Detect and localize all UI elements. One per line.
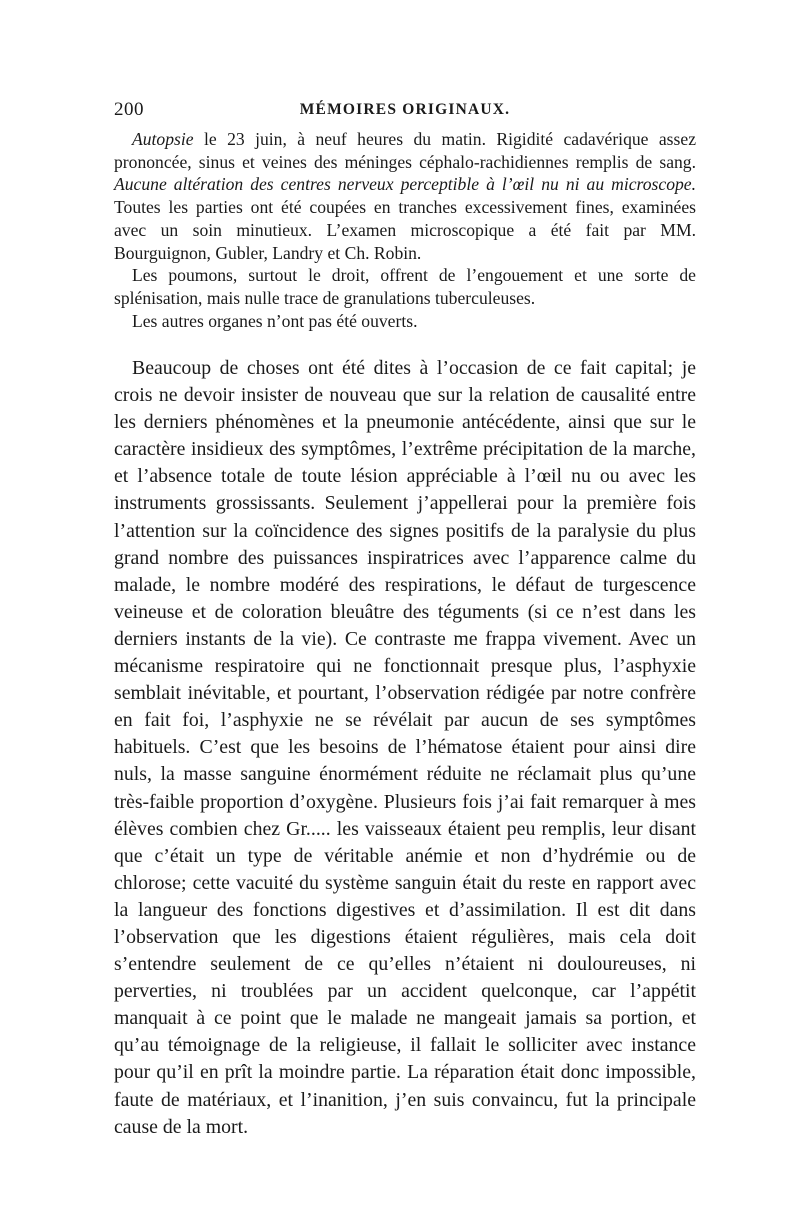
page-header: [114, 99, 696, 123]
autopsy-emphasis: Aucune altération des centres nerveux perceptible à l’œil nu ni au microscope.: [114, 174, 696, 195]
autopsy-text-1: le 23 juin, à neuf heures du matin. Rigidité cadavérique assez prononcée, sinus et veines des méninges céphalo-rachidiennes remplis de sang.: [114, 129, 696, 172]
autopsy-note: [114, 128, 696, 332]
running-title: MÉMOIRES ORIGINAUX.: [299, 101, 511, 118]
autopsy-lead: Autopsie: [132, 129, 194, 149]
organs-paragraph: Les autres organes n’ont pas été ouverts.: [132, 310, 418, 331]
page-number: 200: [114, 99, 144, 120]
autopsy-paragraph: [114, 128, 696, 264]
lungs-paragraph: Les poumons, surtout le droit, offrent de l’engouement et une sorte de splénisation, mais nulle trace de granulations tuberculeuses.: [114, 265, 696, 308]
autopsy-text-2: Toutes les parties ont été coupées en tranches excessivement fines, examinées avec un soin minutieux. L’examen microscopique a été fait par MM. Bourguignon, Gubler, Landry et Ch. Robin.: [114, 197, 696, 263]
main-paragraph: Beaucoup de choses ont été dites à l’occasion de ce fait capital; je crois ne devoir insister de nouveau que sur la relation de causalité entre les derniers phénomènes et la pneumonie antécédente, ainsi que sur le caractère insidieux des symptômes, l’extrême précipitation de la marche, et l’absence totale de toute lésion appréciable à l’œil nu ou avec les instruments grossissants. Seulement j’appellerai pour la première fois l’attention sur la coïncidence des signes positifs de la paralysie du plus grand nombre des puissances inspiratrices avec l’apparence calme du malade, le nombre modéré des respirations, le défaut de turgescence veineuse et de coloration bleuâtre des téguments (si ce n’est dans les derniers instants de la vie). Ce contraste me frappa vivement. Avec un mécanisme respiratoire qui ne fonctionnait presque plus, l’asphyxie semblait inévitable, et pourtant, l’observation rédigée par notre confrère en fait foi, l’asphyxie ne se révélait par aucun de ses symptômes habituels. C’est que les besoins de l’hématose étaient pour ainsi dire nuls, la masse sanguine énormément réduite ne réclamait plus qu’une très-faible proportion d’oxygène. Plusieurs fois j’ai fait remarquer à mes élèves combien chez Gr..... les vaisseaux étaient peu remplis, leur disant que c’était un type de véritable anémie et non d’hydrémie ou de chlorose; cette vacuité du système sanguin était du reste en rapport avec la langueur des fonctions digestives et d’assimilation. Il est dit dans l’observation que les digestions étaient régulières, mais cela doit s’entendre seulement de ce qu’elles n’étaient ni douloureuses, ni perverties, ni troublées par un accident quelconque, car l’appétit manquait à ce point que le malade ne mangeait jamais sa portion, et qu’au témoignage de la religieuse, il fallait le solliciter avec instance pour qu’il en prît la moindre partie. La réparation était donc impossible, faute de matériaux, et l’inanition, j’en suis convaincu, fut la principale cause de la mort.: [114, 357, 696, 1138]
main-text: [114, 355, 696, 1141]
